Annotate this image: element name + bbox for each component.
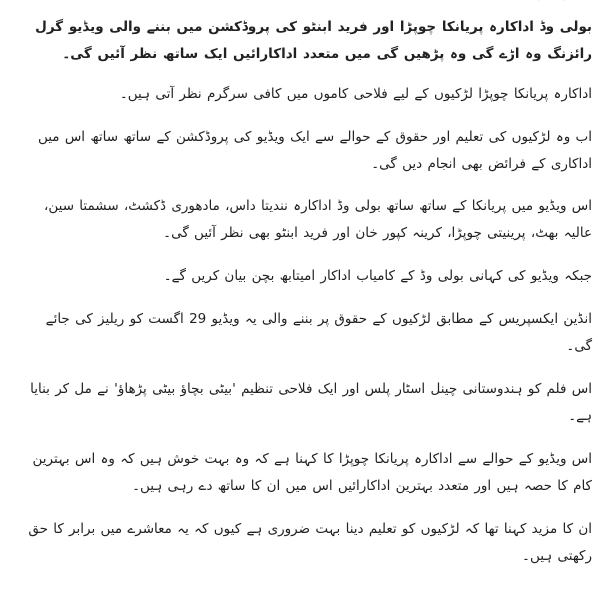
article-paragraph: اس ویڈیو میں پریانکا کے ساتھ ساتھ بولی وڈ اداکارہ نندیتا داس، مادھوری ڈکشٹ، سشمتا سین، عالیہ بھٹ، پرینیتی چوپڑا، کرینہ کپور خان اور فرید ابنٹو بھی نظر آئیں گی۔ bbox=[43, 198, 592, 241]
article-paragraph: اس فلم کو ہندوستانی چینل اسٹار پلس اور ایک فلاحی تنظیم 'بیٹی بچاؤ بیٹی پڑھاؤ' نے مل کر بنایا ہے۔ bbox=[30, 381, 592, 424]
article-paragraph: انڈین ایکسپریس کے مطابق لڑکیوں کے حقوق پر بننے والی یہ ویڈیو 29 اگست کو ریلیز کی جائے گی۔ bbox=[45, 311, 592, 354]
lead-paragraph: بولی وڈ اداکارہ پریانکا چوپڑا اور فرید ابنٹو کی پروڈکشن میں بننے والی ویڈیو گرل رائزنگ وہ اڑے گی وہ پڑھیں گی میں متعدد اداکارائیں ایک ساتھ نظر آئیں گی۔ bbox=[35, 19, 592, 62]
article-paragraph: اب وہ لڑکیوں کی تعلیم اور حقوق کے حوالے سے ایک ویڈیو کی پروڈکشن کے ساتھ ساتھ اس میں اداکاری کے فرائض بھی انجام دیں گی۔ bbox=[37, 129, 592, 172]
article-paragraph: ان کا مزید کہنا تھا کہ لڑکیوں کو تعلیم دینا بہت ضروری ہے کیوں کہ یہ معاشرے میں برابر کا حق رکھتی ہیں۔ bbox=[28, 521, 592, 564]
article-paragraph: جبکہ ویڈیو کی کہانی بولی وڈ کے کامیاب اداکار امیتابھ بچن بیان کریں گے۔ bbox=[163, 268, 592, 284]
article-paragraph: اس ویڈیو کے حوالے سے اداکارہ پریانکا چوپڑا کا کہنا ہے کہ وہ بہت خوش ہیں کہ وہ اس بہترین کام کا حصہ ہیں اور متعدد بہترین اداکارائیں اس میں ان کا ساتھ دے رہی ہیں۔ bbox=[32, 451, 592, 494]
cut-off-line bbox=[491, 0, 574, 6]
article-paragraph: اداکارہ پریانکا چوپڑا لڑکیوں کے لیے فلاحی کاموں میں کافی سرگرم نظر آتی ہیں۔ bbox=[119, 86, 592, 102]
